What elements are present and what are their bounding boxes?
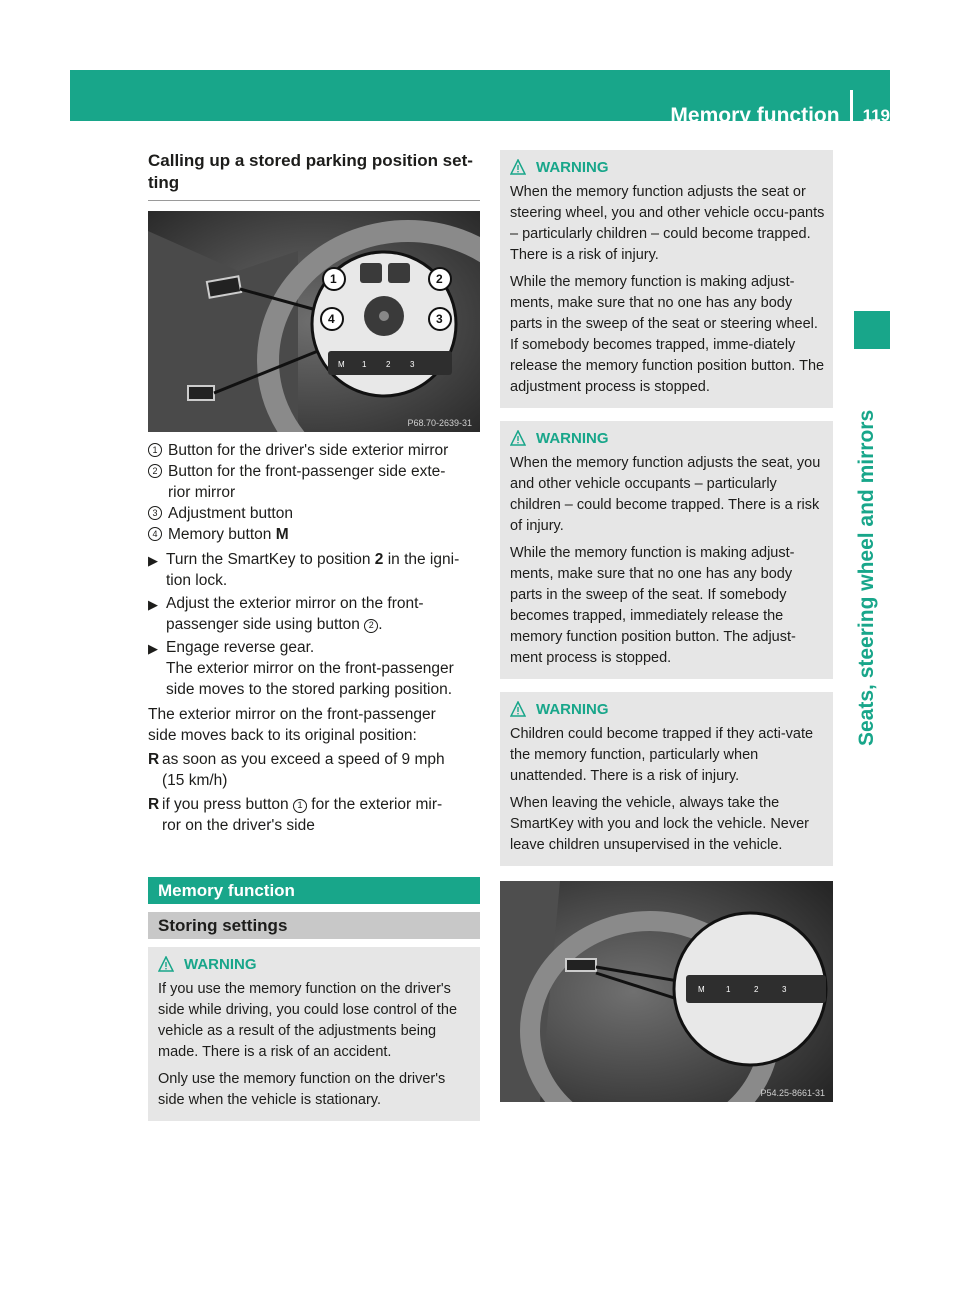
condition-list bbox=[148, 749, 480, 836]
header-title: Memory function bbox=[670, 103, 840, 127]
figure-memory-buttons bbox=[500, 881, 833, 1102]
warning-label: WARNING bbox=[536, 429, 609, 447]
instruction-step: ▶ Turn the SmartKey to position 2 in the igni- tion lock. bbox=[148, 551, 460, 589]
fig2-button-3: 3 bbox=[782, 985, 787, 994]
fig1-button-2: 2 bbox=[386, 360, 391, 369]
legend-number: 2 bbox=[148, 464, 162, 478]
step-arrow-icon: ▶ bbox=[148, 553, 158, 568]
bullet-icon: R bbox=[148, 751, 160, 768]
fig1-button-3: 3 bbox=[410, 360, 415, 369]
warning-triangle-icon bbox=[510, 430, 526, 446]
warning-triangle-icon bbox=[510, 701, 526, 717]
instruction-steps bbox=[148, 549, 480, 700]
fig1-callout-3: 3 bbox=[436, 312, 443, 326]
warning-text: When the memory function adjusts the seat or steering wheel, you and other vehicle occu-pants – particularly children – could become trapped. There is a risk of injury. bbox=[510, 184, 825, 263]
legend-item bbox=[148, 440, 480, 461]
warning-text: When leaving the vehicle, always take the SmartKey with you and lock the vehicle. Never leave children unsupervised in the vehicle. bbox=[510, 795, 809, 853]
right-column bbox=[500, 150, 833, 1102]
list-item: R as soon as you exceed a speed of 9 mph (15 km/h) bbox=[148, 751, 445, 789]
warning-box bbox=[500, 150, 833, 408]
side-tab-marker bbox=[854, 311, 890, 349]
warning-text: While the memory function is making adjust-ments, make sure that no one has any body parts in the sweep of the seat or steering wheel. If somebody becomes trapped, imme-diately release the memory function position button. The adjustment process is stopped. bbox=[510, 274, 825, 395]
figure-legend bbox=[148, 440, 480, 545]
warning-box bbox=[500, 692, 833, 866]
page-number: 119 bbox=[862, 105, 890, 125]
legend-number: 4 bbox=[148, 527, 162, 541]
warning-triangle-icon bbox=[158, 956, 174, 972]
legend-text: Button for the driver's side exterior mirror bbox=[168, 442, 449, 459]
fig1-button-1: 1 bbox=[362, 360, 367, 369]
fig2-button-m: M bbox=[698, 985, 705, 994]
figure-code: P68.70-2639-31 bbox=[407, 418, 472, 428]
running-header bbox=[670, 90, 890, 141]
subsection-title-bar: Storing settings bbox=[148, 912, 480, 939]
warning-label: WARNING bbox=[536, 700, 609, 718]
warning-header bbox=[158, 953, 472, 975]
fig1-callout-4: 4 bbox=[328, 312, 335, 326]
fig1-callout-2: 2 bbox=[436, 272, 443, 286]
warning-text: Only use the memory function on the driver's side when the vehicle is stationary. bbox=[158, 1071, 446, 1108]
section-title-bar: Memory function bbox=[148, 877, 480, 904]
figure-code: P54.25-8661-31 bbox=[760, 1088, 825, 1098]
warning-header bbox=[510, 156, 825, 178]
warning-label: WARNING bbox=[536, 158, 609, 176]
left-column bbox=[148, 150, 480, 1121]
header-separator bbox=[850, 90, 853, 141]
memory-buttons-illustration bbox=[500, 881, 833, 1102]
warning-header bbox=[510, 698, 825, 720]
step-arrow-icon: ▶ bbox=[148, 641, 158, 656]
legend-text: Button for the front-passenger side exte- rior mirror bbox=[168, 463, 446, 501]
warning-box bbox=[148, 947, 480, 1121]
legend-text: Memory button M bbox=[168, 526, 289, 543]
legend-number: 3 bbox=[148, 506, 162, 520]
fig2-button-1: 1 bbox=[726, 985, 731, 994]
legend-item bbox=[148, 503, 480, 524]
fig1-button-m: M bbox=[338, 360, 345, 369]
warning-text: Children could become trapped if they acti-vate the memory function, particularly when unattended. There is a risk of injury. bbox=[510, 726, 814, 784]
legend-text: Adjustment button bbox=[168, 505, 293, 522]
mirror-buttons-illustration bbox=[148, 211, 480, 432]
warning-text: When the memory function adjusts the seat, you and other vehicle occupants – particularly children – could become trapped. There is a risk of injury. bbox=[510, 455, 821, 534]
warning-header bbox=[510, 427, 825, 449]
warning-triangle-icon bbox=[510, 159, 526, 175]
chapter-side-label: Seats, steering wheel and mirrors bbox=[855, 409, 878, 746]
warning-label: WARNING bbox=[184, 955, 257, 973]
fig2-button-2: 2 bbox=[754, 985, 759, 994]
step-arrow-icon: ▶ bbox=[148, 597, 158, 612]
warning-text: If you use the memory function on the driver's side while driving, you could lose control of the vehicle as a result of the adjustments being made. There is a risk of an accident. bbox=[158, 981, 458, 1060]
bullet-icon: R bbox=[148, 796, 160, 813]
body-text: The exterior mirror on the front-passenger side moves back to its original position: bbox=[148, 706, 436, 744]
legend-item bbox=[148, 524, 480, 545]
instruction-step: ▶ Adjust the exterior mirror on the front- passenger side using button 2 . bbox=[148, 595, 424, 633]
warning-text: While the memory function is making adjust-ments, make sure that no one has any body parts in the sweep of the seat. If somebody becomes trapped, immediately release the memory function position button. The adjust-ment process is stopped. bbox=[510, 545, 796, 666]
legend-item bbox=[148, 461, 480, 503]
warning-box bbox=[500, 421, 833, 679]
legend-number: 1 bbox=[148, 443, 162, 457]
figure-mirror-buttons bbox=[148, 211, 480, 432]
fig1-callout-1: 1 bbox=[330, 272, 337, 286]
section-heading: Calling up a stored parking position set- ting bbox=[148, 150, 480, 201]
list-item: R if you press button 1 for the exterior mir- ror on the driver's side bbox=[148, 796, 443, 834]
instruction-step: ▶ Engage reverse gear. The exterior mirror on the front-passenger side moves to the stored parking position. bbox=[148, 639, 454, 698]
